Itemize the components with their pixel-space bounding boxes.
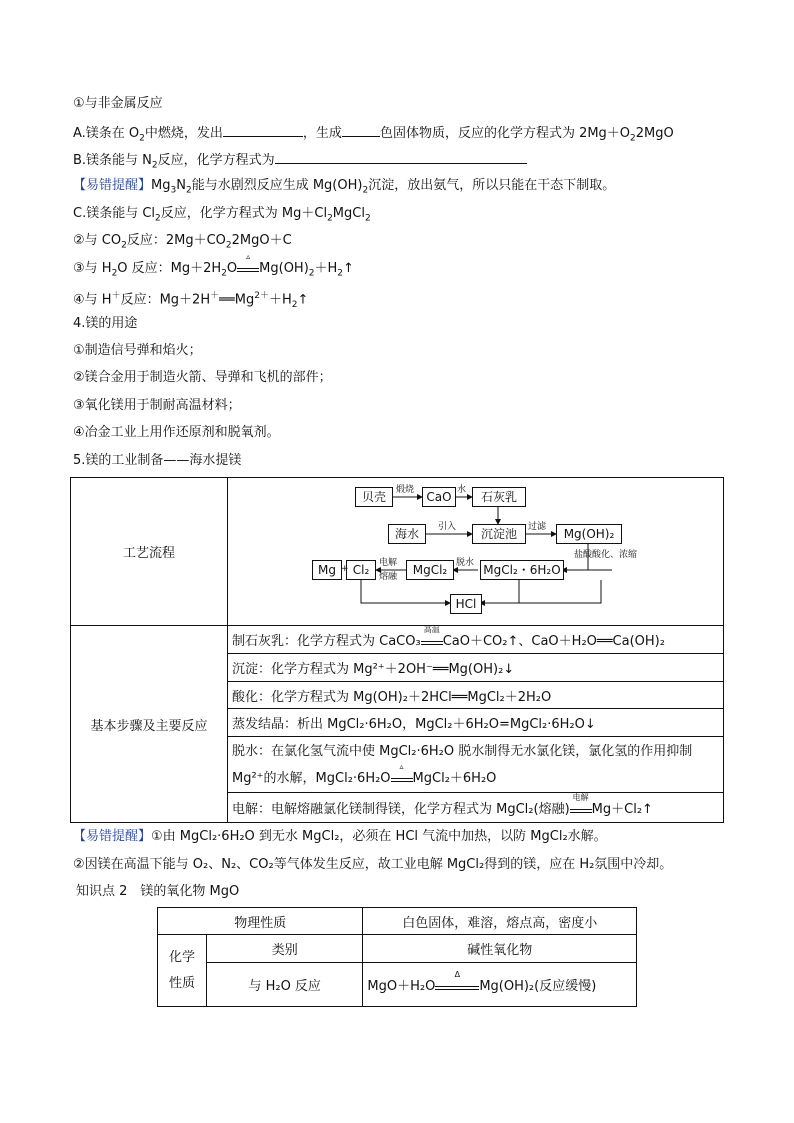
text: ↑ — [297, 292, 309, 308]
condition-label: Δ — [454, 970, 461, 979]
text: Mg²⁺的水解，MgCl₂·6H₂O — [232, 770, 391, 786]
box-mgcl2: MgCl₂ — [406, 560, 454, 580]
plus-sign: + — [341, 564, 349, 574]
box-chendianchi: 沉淀池 — [472, 524, 526, 544]
step-row — [228, 793, 724, 823]
text: O — [226, 261, 238, 276]
box-mgcl2-6h2o: MgCl₂・6H₂O — [480, 560, 564, 580]
text: 反应，化学方程式为 — [157, 153, 275, 168]
condition-label: 电解 — [572, 793, 589, 802]
tip-cooling: ②因镁在高温下能与 O₂、N₂、CO₂等气体发生反应，故工业电解 MgCl₂得到的镁，应在 H₂氛围中冷却。 — [73, 857, 673, 872]
line-h-plus: ④与 H＋反应：$Mg+2H^+══Mg^{2+}+H_2↑$ — [73, 291, 309, 310]
text: 中燃烧，发出 — [144, 126, 223, 141]
use-item: ④冶金工业上用作还原剂和脱氧剂。 — [73, 425, 280, 440]
box-cao: CaO — [422, 487, 456, 507]
text: 沉淀，放出氨气，所以只能在干态下制取。 — [368, 178, 616, 193]
label-duanshao: 煅烧 — [396, 485, 415, 495]
label-tuoshui: 脱水 — [456, 558, 475, 568]
heat-condition-icon: ▵ — [391, 771, 413, 782]
h2o-reaction — [363, 963, 637, 1007]
text: ③与 H — [73, 261, 112, 276]
text: Mg(OH)₂(反应缓慢) — [479, 979, 597, 994]
text: CaO＋CO₂↑、CaO＋H₂O══Ca(OH)₂ — [442, 634, 665, 649]
tip-tag: 【易错提醒】 — [73, 178, 152, 193]
text: 色固体物质，反应的化学方程式为 2Mg＋O — [379, 126, 631, 141]
text: ＋H — [268, 292, 292, 308]
tip-mg3n2: 【易错提醒】$Mg_3N_2$能与水剧烈反应生成 $Mg(OH)_2$沉淀，放出氨气，所以只能在干态下制取。 — [73, 178, 616, 196]
step-row: 沉淀：化学方程式为 Mg²⁺＋2OH⁻══Mg(OH)₂↓ — [228, 654, 724, 682]
cat-label: 类别 — [207, 935, 363, 963]
box-hcl: HCl — [450, 594, 482, 614]
box-haishui: 海水 — [388, 524, 426, 544]
text: ①由 MgCl₂·6H₂O 到无水 MgCl₂，必须在 HCl 气流中加热，以防 MgCl₂水解。 — [151, 829, 607, 844]
line-a-mg-o2: A.镁条在 $O_2$中燃烧，发出 ，生成 色固体物质，反应的化学方程式为 $2Mg+O_22MgO$ — [73, 126, 674, 144]
section-nonmetal: ①与非金属反应 — [73, 96, 163, 111]
box-mgoh2: Mg(OH)₂ — [556, 524, 622, 544]
box-cl2: Cl₂ — [346, 560, 376, 580]
text: ②与 CO — [73, 233, 122, 248]
chem-label — [158, 935, 207, 1007]
steps-header: 基本步骤及主要反应 — [71, 626, 228, 823]
box-shihuiru: 石灰乳 — [472, 487, 526, 507]
text: A.镁条在 O — [73, 126, 140, 141]
text: 脱水：在氯化氢气流中使 MgCl₂·6H₂O 脱水制得无水氯化镁，氯化氢的作用抑制 — [232, 743, 693, 759]
label-rongrong: 熔融 — [379, 572, 398, 582]
process-table — [70, 477, 724, 823]
text: 2MgO — [635, 126, 674, 141]
flow-diagram — [228, 478, 724, 626]
heading-industrial: 5.镁的工业制备——海水提镁 — [73, 453, 242, 468]
text: 反应：Mg＋2H — [120, 292, 211, 308]
electrolysis-condition — [570, 793, 592, 813]
step-row — [228, 737, 724, 793]
blank-field[interactable] — [275, 151, 527, 164]
text: 电解：电解熔融氯化镁制得镁，化学方程式为 MgCl₂(熔融) — [232, 802, 570, 817]
text: 反应，化学方程式为 Mg＋Cl — [160, 206, 328, 221]
flow-header: 工艺流程 — [71, 478, 228, 626]
text: ，生成 — [302, 126, 342, 141]
h2o-label: 与 H₂O 反应 — [207, 963, 363, 1007]
text: ↑ — [343, 261, 354, 276]
text: N — [176, 178, 186, 193]
label-guolv: 过滤 — [528, 522, 547, 532]
text: Mg(OH) — [259, 261, 309, 276]
text: MgCl — [332, 206, 365, 221]
condition-label: 高温 — [423, 625, 440, 634]
text: MgCl₂＋6H₂O — [412, 770, 497, 786]
step-row — [228, 626, 724, 654]
heading-uses: 4.镁的用途 — [73, 316, 138, 331]
phys-value: 白色固体，难溶，熔点高，密度小 — [363, 908, 637, 935]
text: C.镁条能与 Cl — [73, 206, 156, 221]
text: 制石灰乳：化学方程式为 CaCO₃ — [232, 634, 421, 649]
text: ④与 H — [73, 292, 112, 308]
use-item: ②镁合金用于制造火箭、导弹和飞机的部件； — [73, 370, 332, 385]
line-b-mg-n2: B.镁条能与 $N_2$反应，化学方程式为 — [73, 151, 527, 174]
heat-condition-icon: ▵ — [237, 261, 259, 272]
flow-canvas — [228, 478, 722, 625]
tip-mgcl2 — [73, 829, 607, 845]
text: Mg — [151, 178, 171, 193]
label-shui: 水 — [457, 485, 467, 495]
cat-value: 碱性氧化物 — [363, 935, 637, 963]
use-item: ①制造信号弹和焰火； — [73, 343, 202, 358]
step-row: 酸化：化学方程式为 Mg(OH)₂＋2HCl══MgCl₂＋2H₂O — [228, 682, 724, 709]
heat-condition-icon — [435, 970, 479, 990]
line-h2o: ③与 $H_2O$ 反应：$Mg+2H_2O$ ▵ $Mg(OH)_2+H_2↑$ — [73, 252, 354, 279]
text: 化学性质 — [168, 949, 195, 991]
text: O 反应：Mg＋2H — [117, 261, 222, 276]
step-row: 蒸发结晶：析出 MgCl₂·6H₂O，MgCl₂＋6H₂O=MgCl₂·6H₂O↓ — [228, 709, 724, 737]
text: B.镁条能与 N — [73, 153, 152, 168]
high-temp-condition — [421, 625, 443, 645]
text: ══Mg — [219, 292, 255, 308]
box-mg: Mg — [312, 560, 342, 580]
box-beike: 贝壳 — [355, 487, 393, 507]
tip-tag: 【易错提醒】 — [73, 829, 152, 844]
text: Mg＋Cl₂↑ — [591, 802, 653, 817]
text: ＋H — [314, 261, 338, 276]
line-c-mg-cl2: C.镁条能与 $Cl_2$反应，化学方程式为 $Mg+Cl_2MgCl_2$ — [73, 206, 371, 224]
blank-field[interactable] — [223, 124, 303, 137]
use-item: ③氧化镁用于制耐高温材料； — [73, 398, 241, 413]
phys-label: 物理性质 — [158, 908, 363, 935]
mgo-table — [157, 907, 637, 1007]
text: 反应：2Mg＋CO — [126, 233, 226, 248]
blank-field[interactable] — [342, 124, 380, 137]
label-dianjie: 电解 — [379, 558, 398, 568]
label-suanhua: 盐酸酸化、浓缩 — [574, 550, 638, 560]
text: MgO＋H₂O — [367, 979, 436, 994]
text-row — [232, 761, 719, 792]
line-co2: ②与 $CO_2$反应：$2Mg+CO_22MgO+C$ — [73, 233, 292, 251]
text: 2MgO＋C — [231, 233, 292, 248]
label-yinru: 引入 — [438, 522, 457, 532]
kp2-heading: 知识点 2 镁的氧化物 MgO — [76, 884, 240, 899]
text: 能与水剧烈反应生成 Mg(OH) — [191, 178, 363, 193]
